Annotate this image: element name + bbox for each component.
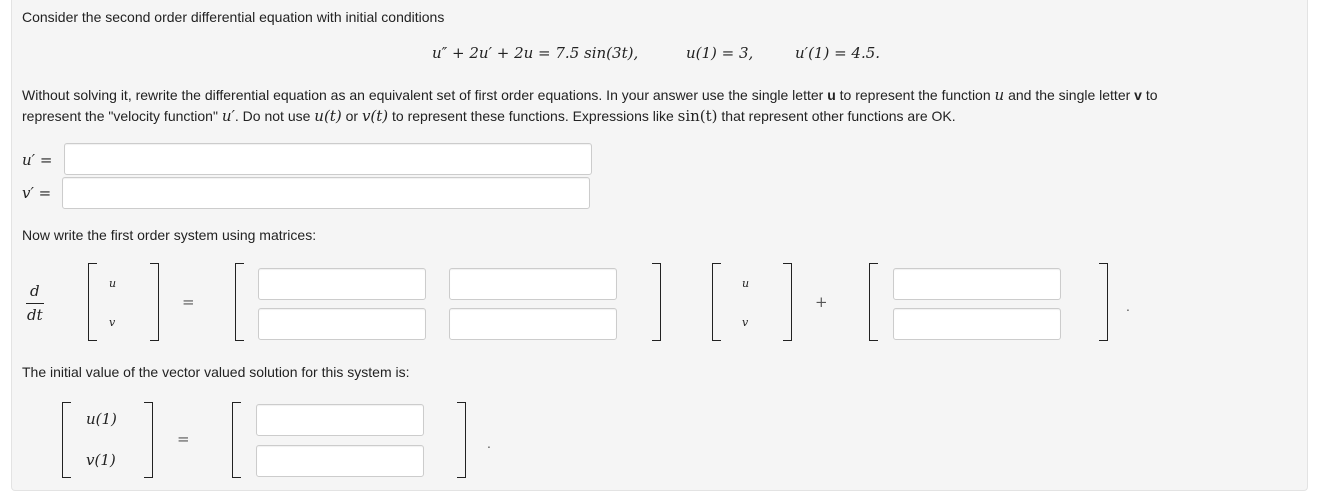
vprime-label: v′ = <box>22 184 52 202</box>
left-bracket <box>232 402 241 478</box>
matrix-prompt: Now write the first order system using matrices: <box>22 227 317 243</box>
vprime-input[interactable] <box>62 177 590 209</box>
left-bracket <box>235 263 244 341</box>
left-bracket <box>869 263 878 341</box>
initial-prompt: The initial value of the vector valued solution for this system is: <box>22 364 410 380</box>
matrix-a21-input[interactable] <box>258 308 426 340</box>
uprime-label: u′ = <box>22 151 53 169</box>
matrix-a12-input[interactable] <box>449 268 617 300</box>
initial-condition-u: u(1) = 3, <box>686 44 754 62</box>
period: . <box>487 435 491 451</box>
uprime-input[interactable] <box>64 143 592 175</box>
equals-sign: = <box>182 293 195 311</box>
right-bracket <box>783 263 792 341</box>
left-bracket <box>712 263 721 341</box>
equals-sign: = <box>177 430 190 448</box>
left-bracket <box>88 263 97 341</box>
vector-v: v <box>109 316 116 329</box>
derivative-dt: dt <box>27 306 43 324</box>
derivative-d: d <box>30 282 40 300</box>
ode-equation: u″ + 2u′ + 2u = 7.5 sin(3t), <box>432 44 639 62</box>
matrix-a11-input[interactable] <box>258 268 426 300</box>
vector-u: u <box>742 277 750 290</box>
forcing-b1-input[interactable] <box>893 268 1061 300</box>
right-bracket <box>144 402 153 478</box>
question-panel <box>11 0 1308 491</box>
plus-sign: + <box>815 293 828 311</box>
initial-c1-input[interactable] <box>256 404 424 436</box>
intro-text: Consider the second order differential equation with initial conditions <box>22 9 445 25</box>
initial-c2-input[interactable] <box>256 445 424 477</box>
matrix-a22-input[interactable] <box>449 308 617 340</box>
forcing-b2-input[interactable] <box>893 308 1061 340</box>
initial-u1: u(1) <box>86 410 117 428</box>
period: . <box>1126 298 1130 314</box>
left-bracket <box>62 402 71 478</box>
right-bracket <box>1099 263 1108 341</box>
instructions-line-1: Without solving it, rewrite the differential equation as an equivalent set of first order equations. In your answer use the single letter u to represent the function u and the single letter v to <box>22 86 1158 104</box>
initial-v1: v(1) <box>86 451 116 469</box>
right-bracket <box>457 402 466 478</box>
fraction-bar <box>26 303 44 304</box>
vector-v: v <box>742 316 749 329</box>
instructions-line-2: represent the "velocity function" u′. Do not use u(t) or v(t) to represent these functions. Expressions like sin(t) that represent other functions are OK. <box>22 107 956 125</box>
right-bracket <box>652 263 661 341</box>
vector-u: u <box>109 277 117 290</box>
right-bracket <box>150 263 159 341</box>
initial-condition-uprime: u′(1) = 4.5. <box>795 44 881 62</box>
